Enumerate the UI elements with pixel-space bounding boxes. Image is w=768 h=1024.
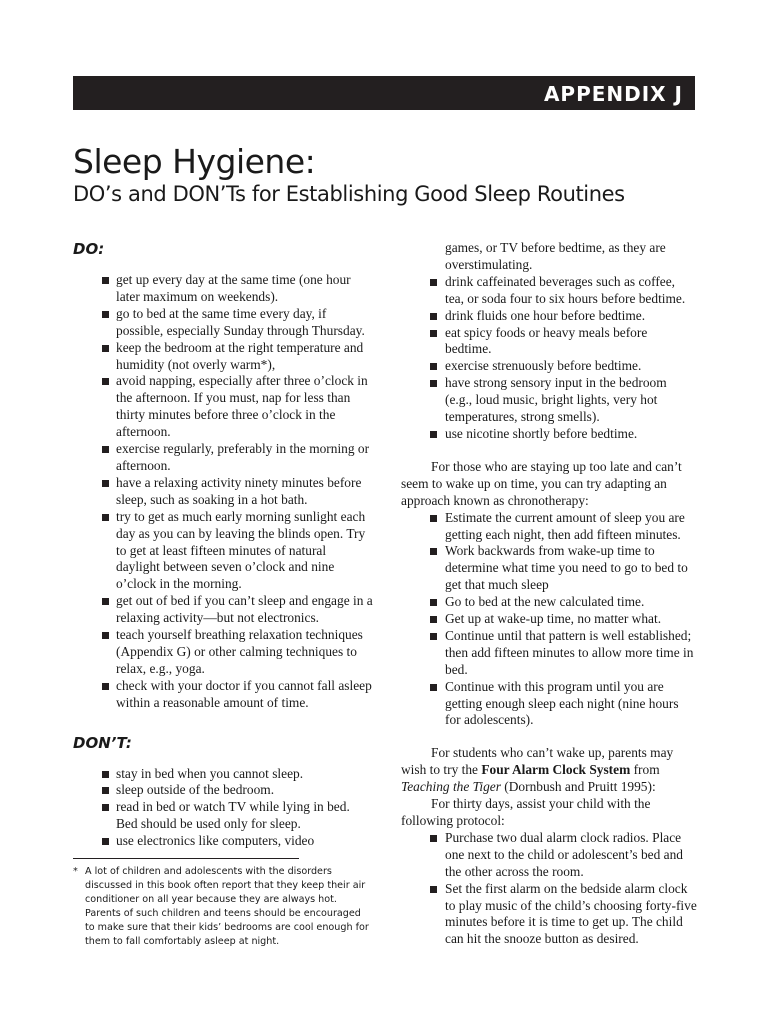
square-bullet-icon	[430, 279, 437, 286]
square-bullet-icon	[430, 835, 437, 842]
list-item: Set the first alarm on the bedside alarm clock to play music of the child’s choosing forty-five minutes before it is time to get up. The child can hit the snooze button as desired.	[401, 881, 697, 949]
square-bullet-icon	[102, 480, 109, 487]
dont-list-continued	[401, 274, 697, 443]
page-subtitle: DO’s and DON’Ts for Establishing Good Sleep Routines	[73, 182, 625, 206]
footnote	[73, 865, 373, 949]
list-item: keep the bedroom at the right temperature and humidity (not overly warm*),	[73, 340, 373, 374]
alarm-protocol: For thirty days, assist your child with the following protocol:	[401, 796, 651, 828]
square-bullet-icon	[430, 380, 437, 387]
square-bullet-icon	[102, 446, 109, 453]
square-bullet-icon	[430, 684, 437, 691]
square-bullet-icon	[430, 616, 437, 623]
square-bullet-icon	[430, 886, 437, 893]
list-item: get out of bed if you can’t sleep and engage in a relaxing activity—but not electronics.	[73, 593, 373, 627]
list-item: teach yourself breathing relaxation techniques (Appendix G) or other calming techniques to relax, e.g., yoga.	[73, 627, 373, 678]
dont-heading: DON’T:	[73, 733, 132, 752]
square-bullet-icon	[430, 313, 437, 320]
list-item: Work backwards from wake-up time to determine what time you need to go to bed to get that much sleep	[401, 543, 697, 594]
list-item: go to bed at the same time every day, if possible, especially Sunday through Thursday.	[73, 306, 373, 340]
list-item: exercise regularly, preferably in the morning or afternoon.	[73, 441, 373, 475]
list-item: try to get as much early morning sunlight each day as you can by leaving the blinds open. Try to get at least fifteen minutes of natural daylight between seven o’clock and nine o’clock in the morning.	[73, 509, 373, 594]
list-item: sleep outside of the bedroom.	[73, 782, 373, 799]
square-bullet-icon	[430, 515, 437, 522]
footnote-text: A lot of children and adolescents with the disorders discussed in this book often report that they keep their air conditioner on all year because they are always hot. Parents of such children and teens should be encouraged to make sure that their kids’ bedrooms are cool enough for them to fall comfortably asleep at night.	[85, 866, 369, 947]
dont-continuation: games, or TV before bedtime, as they are overstimulating.	[445, 240, 666, 272]
square-bullet-icon	[102, 804, 109, 811]
square-bullet-icon	[102, 838, 109, 845]
square-bullet-icon	[102, 787, 109, 794]
square-bullet-icon	[102, 378, 109, 385]
list-item: read in bed or watch TV while lying in bed. Bed should be used only for sleep.	[73, 799, 373, 833]
square-bullet-icon	[102, 514, 109, 521]
square-bullet-icon	[430, 363, 437, 370]
appendix-label: APPENDIX J	[543, 82, 683, 106]
square-bullet-icon	[102, 683, 109, 690]
system-name: Four Alarm Clock System	[481, 762, 631, 778]
list-item: exercise strenuously before bedtime.	[401, 358, 697, 375]
footnote-divider	[73, 858, 299, 859]
list-item: Continue until that pattern is well established; then add fifteen minutes to allow more time in bed.	[401, 628, 697, 679]
square-bullet-icon	[102, 345, 109, 352]
left-column	[73, 240, 373, 850]
square-bullet-icon	[102, 311, 109, 318]
list-item: eat spicy foods or heavy meals before bedtime.	[401, 325, 697, 359]
square-bullet-icon	[430, 431, 437, 438]
list-item: Purchase two dual alarm clock radios. Place one next to the child or adolescent’s bed and the other across the room.	[401, 830, 697, 881]
list-item: Estimate the current amount of sleep you are getting each night, then add fifteen minutes.	[401, 510, 697, 544]
list-item: Get up at wake-up time, no matter what.	[401, 611, 697, 628]
book-title: Teaching the Tiger	[401, 779, 501, 795]
square-bullet-icon	[430, 330, 437, 337]
list-item: get up every day at the same time (one hour later maximum on weekends).	[73, 272, 373, 306]
square-bullet-icon	[102, 771, 109, 778]
footnote-mark: *	[73, 866, 78, 877]
do-heading: DO:	[73, 240, 105, 258]
list-item: have a relaxing activity ninety minutes before sleep, such as soaking in a hot bath.	[73, 475, 373, 509]
do-list	[73, 272, 373, 712]
list-item: drink caffeinated beverages such as coffee, tea, or soda four to six hours before bedtime.	[401, 274, 697, 308]
list-item: drink fluids one hour before bedtime.	[401, 308, 697, 325]
square-bullet-icon	[102, 598, 109, 605]
square-bullet-icon	[102, 277, 109, 284]
appendix-banner	[73, 76, 695, 110]
list-item: use electronics like computers, video	[73, 833, 373, 850]
square-bullet-icon	[102, 632, 109, 639]
square-bullet-icon	[430, 633, 437, 640]
list-item: have strong sensory input in the bedroom (e.g., loud music, bright lights, very hot temperatures, strong smells).	[401, 375, 697, 426]
alarm-steps	[401, 830, 697, 948]
square-bullet-icon	[430, 548, 437, 555]
right-column	[401, 240, 697, 948]
list-item: check with your doctor if you cannot fall asleep within a reasonable amount of time.	[73, 678, 373, 712]
list-item: avoid napping, especially after three o’clock in the afternoon. If you must, nap for less than thirty minutes before three o’clock in the afternoon.	[73, 373, 373, 441]
page-title: Sleep Hygiene:	[73, 142, 316, 181]
list-item: stay in bed when you cannot sleep.	[73, 766, 373, 783]
square-bullet-icon	[430, 599, 437, 606]
list-item: use nicotine shortly before bedtime.	[401, 426, 697, 443]
chronotherapy-steps	[401, 510, 697, 730]
list-item: Go to bed at the new calculated time.	[401, 594, 697, 611]
alarm-intro: For students who can’t wake up, parents may wish to try the Four Alarm Clock System from Teaching the Tiger (Dornbush and Pruitt 1995):	[401, 745, 674, 795]
dont-list	[73, 766, 373, 851]
chronotherapy-intro: For those who are staying up too late and can’t seem to wake up on time, you can try adapting an approach known as chronotherapy:	[401, 458, 682, 508]
list-item: Continue with this program until you are getting enough sleep each night (nine hours for adolescents).	[401, 679, 697, 730]
